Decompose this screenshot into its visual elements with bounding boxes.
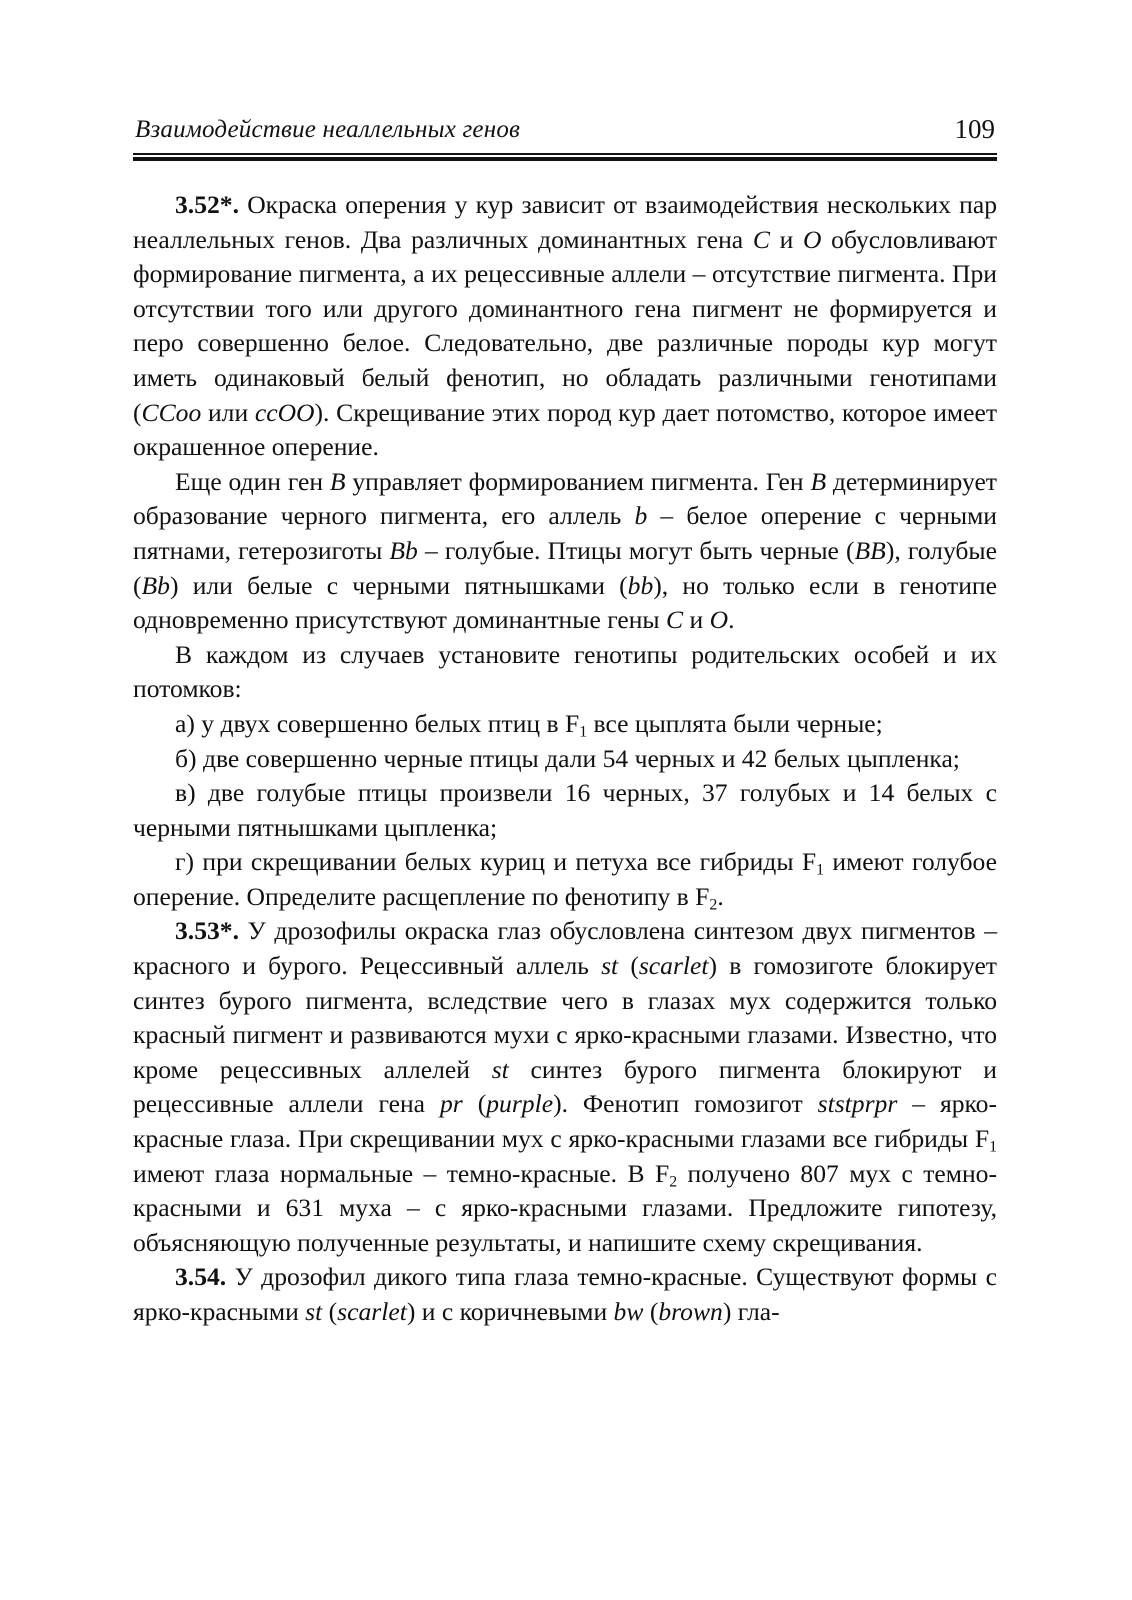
- problem-3-52-case-g: г) при скрещивании белых куриц и петуха все гибриды $F_1$ имеют голубое оперение. Определите расщепление по фенотипу в $F_2$.: [133, 847, 998, 914]
- problem-3-52-gene-b: Еще один ген B управляет формированием пигмента. Ген B детерминирует образование черного пигмента, его аллель b – белое оперение с черными пятнами, гетерозиготы Bb – голубые. Птицы могут быть черные (BB), голубые (Bb) или белые с черными пятнышками (bb), но только если в генотипе одновременно присутствуют доминантные гены C и O.: [133, 466, 997, 635]
- problem-number: 3.54.: [175, 1262, 227, 1292]
- problem-3-52-case-b: б) две совершенно черные птицы дали 54 черных и 42 белых цыпленка;: [175, 743, 960, 773]
- header-rule-thick: [133, 157, 997, 161]
- problem-3-54: 3.54. У дрозофил дикого типа глаза темно-красные. Существуют формы с ярко-красными st (scarlet) и с коричневыми bw (brown) гла-: [133, 1262, 997, 1326]
- page-number: 109: [954, 114, 995, 144]
- problem-3-52-intro: 3.52*. Окраска оперения у кур зависит от взаимодействия нескольких пар неаллельных генов. Два различных доминантных гена C и O обусловливают формирование пигмента, а их рецессивные аллели – отсутствие пигмента. При отсутствии того или другого доминантного гена пигмент не формируется и перо совершенно белое. Следовательно, две различные породы кур могут иметь одинаковый белый фенотип, но обладать различными генотипами (CCoo или ccOO). Скрещивание этих пород кур дает потомство, которое имеет окрашенное оперение.: [133, 190, 998, 462]
- header-rule-thin: [133, 153, 997, 155]
- running-title: Взаимодействие неаллельных генов: [135, 116, 521, 143]
- running-head: [135, 112, 995, 152]
- problem-number: 3.52*.: [175, 190, 239, 219]
- page-body: [133, 188, 997, 1330]
- problem-3-53: 3.53*. У дрозофилы окраска глаз обусловлена синтезом двух пигментов – красного и бурого. Рецессивный аллель st (scarlet) в гомозиготе блокирует синтез бурого пигмента, вследствие чего в глазах мух содержится только красный пигмент и развиваются мухи с ярко-красными глазами. Известно, что кроме рецессивных аллелей st синтез бурого пигмента блокируют и рецессивные аллели гена pr (purple). Фенотип гомозигот ststprpr – ярко-красные глаза. При скрещивании мух с ярко-красными глазами все гибриды $F_1$ имеют глаза нормальные – темно-красные. В $F_2$ получено 807 мух с темно-красными и 631 муха – с ярко-красными глазами. Предложите гипотезу, объясняющую полученные результаты, и напишите схему скрещивания.: [133, 916, 997, 1257]
- problem-3-52-case-a: а) у двух совершенно белых птиц в $F_1$ все цыплята были черные;: [175, 708, 883, 741]
- problem-3-52-task: В каждом из случаев установите генотипы родительских особей и их потомков:: [133, 639, 997, 704]
- problem-number: 3.53*.: [175, 916, 239, 946]
- problem-3-52-case-v: в) две голубые птицы произвели 16 черных, 37 голубых и 14 белых с черными пятнышками цыпленка;: [133, 778, 997, 842]
